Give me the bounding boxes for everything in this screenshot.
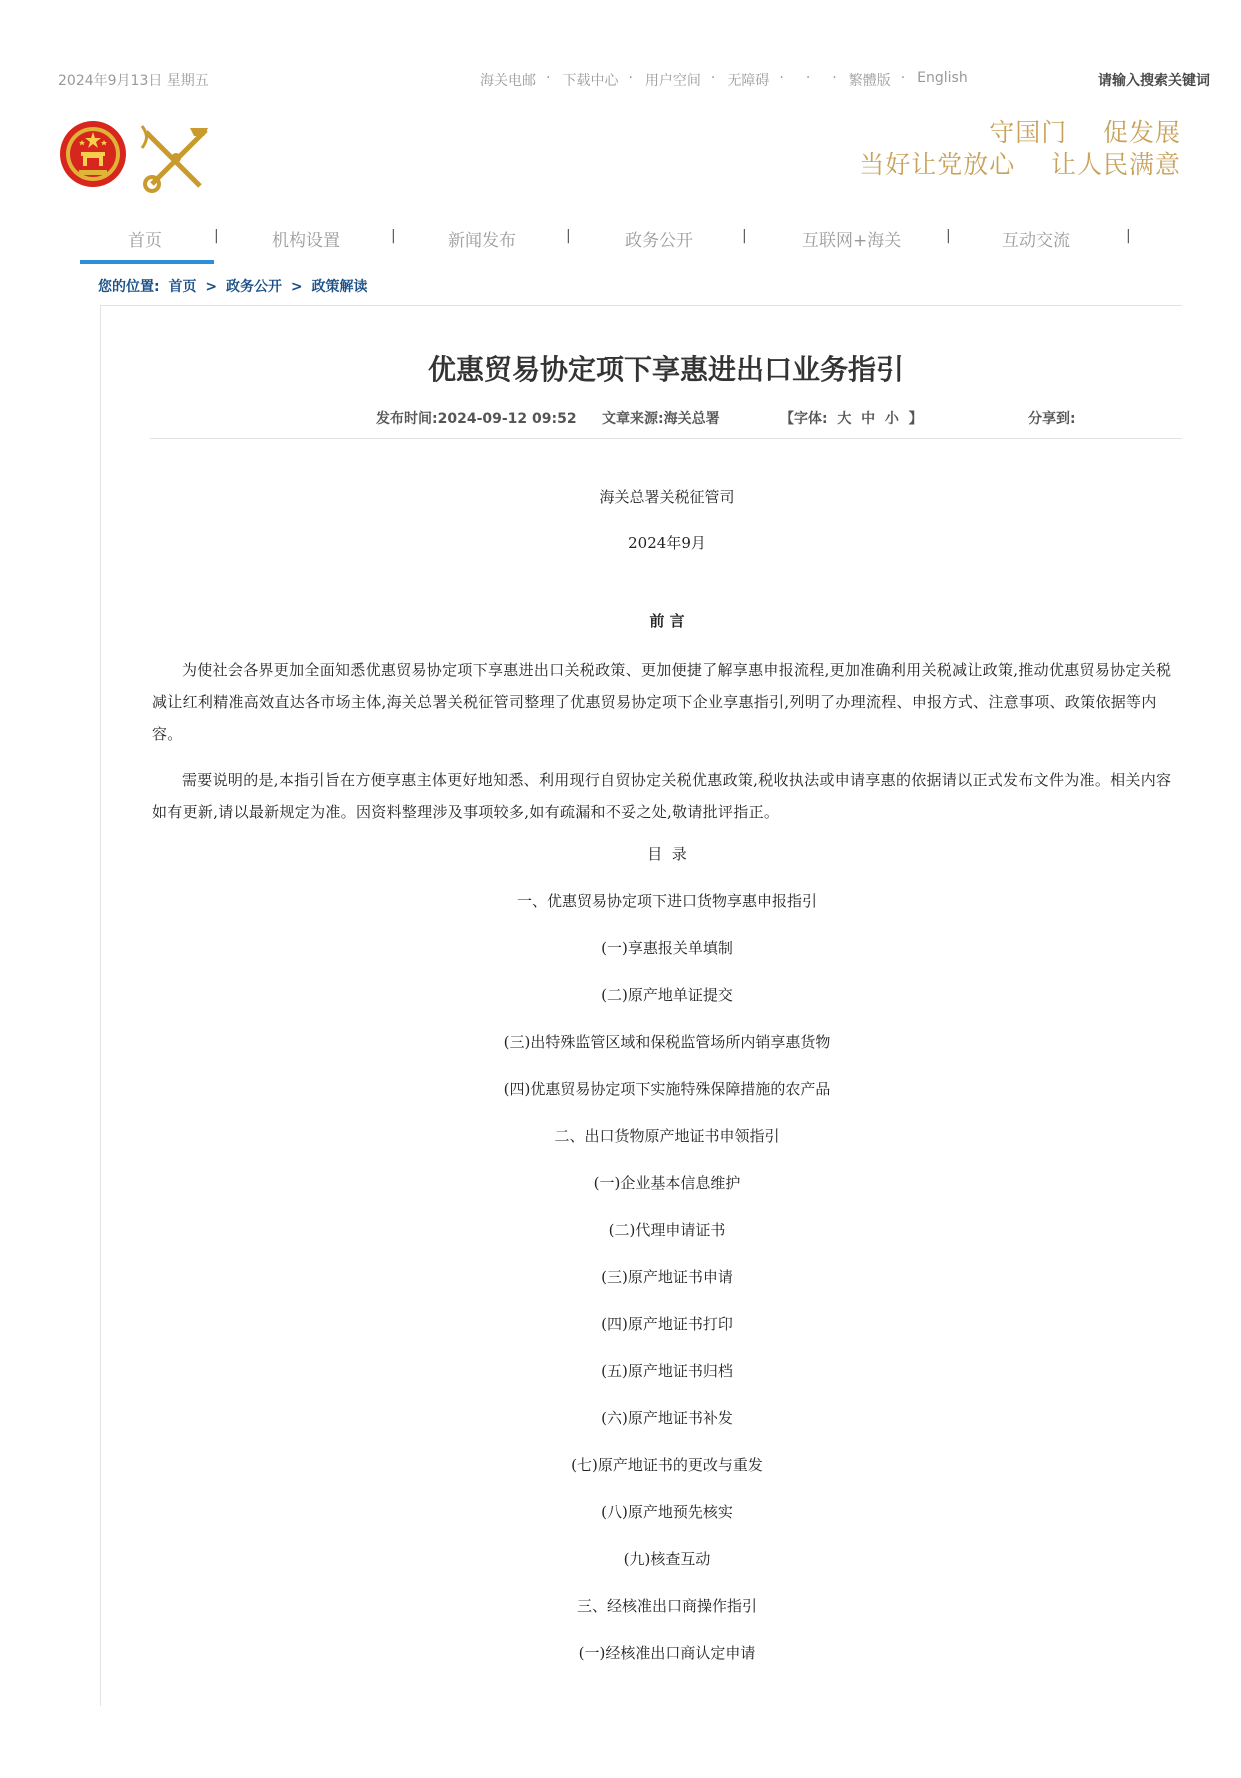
- top-bar: [0, 70, 1241, 94]
- main-nav: [80, 226, 1182, 266]
- search-input[interactable]: 请输入搜索关键词: [1098, 73, 1210, 89]
- link-download-center[interactable]: 下载中心: [562, 73, 619, 89]
- link-english[interactable]: English: [917, 70, 968, 86]
- table-of-contents: [152, 891, 1182, 1690]
- toc-item[interactable]: (一)经核准出口商认定申请: [578, 1644, 756, 1662]
- article-title: 优惠贸易协定项下享惠进出口业务指引: [427, 353, 904, 386]
- current-date: 2024年9月13日 星期五: [58, 73, 209, 89]
- nav-separator: |: [1126, 228, 1131, 244]
- article-source: 文章来源:海关总署: [602, 411, 720, 427]
- nav-item-government-affairs[interactable]: 政务公开: [625, 231, 693, 251]
- article-meta: [150, 408, 1182, 430]
- issuer: 海关总署关税征管司: [599, 488, 735, 506]
- meta-divider: [150, 438, 1182, 439]
- toc-item[interactable]: (二)原产地单证提交: [601, 986, 733, 1004]
- toc-item[interactable]: (四)优惠贸易协定项下实施特殊保障措施的农产品: [503, 1080, 831, 1098]
- customs-emblem-icon[interactable]: [138, 122, 214, 194]
- publish-time: 发布时间:2024-09-12 09:52: [376, 411, 577, 427]
- share-label: 分享到:: [1028, 411, 1076, 427]
- article-body: [152, 486, 1182, 1690]
- toc-item[interactable]: 一、优惠贸易协定项下进口货物享惠申报指引: [516, 892, 817, 910]
- link-accessibility[interactable]: 无障碍: [727, 73, 770, 89]
- top-links: 海关电邮 · 下载中心 · 用户空间 · 无障碍 · · · 繁體版 · English: [480, 70, 968, 89]
- nav-separator: |: [566, 228, 571, 244]
- slogan: [859, 118, 1181, 180]
- slogan-line-1: 守国门 促发展: [989, 118, 1181, 147]
- breadcrumb-arrow: >: [205, 279, 218, 295]
- toc-item[interactable]: 二、出口货物原产地证书申领指引: [554, 1127, 780, 1145]
- breadcrumb-label: 您的位置:: [98, 279, 160, 295]
- nav-separator: |: [946, 228, 951, 244]
- nav-item-internet-customs[interactable]: 互联网+海关: [802, 231, 902, 251]
- nav-active-indicator: [80, 260, 214, 264]
- nav-item-interaction[interactable]: 互动交流: [1002, 231, 1070, 251]
- nav-separator: |: [391, 228, 396, 244]
- nav-item-home[interactable]: 首页: [128, 231, 162, 251]
- content-panel-border: [100, 306, 101, 1706]
- issue-date: 2024年9月: [628, 534, 706, 552]
- breadcrumb: [98, 276, 371, 296]
- toc-item[interactable]: (六)原产地证书补发: [601, 1409, 733, 1427]
- nav-item-news[interactable]: 新闻发布: [448, 231, 516, 251]
- content-panel-border: [100, 305, 1182, 306]
- toc-item[interactable]: (二)代理申请证书: [608, 1221, 726, 1239]
- toc-item[interactable]: (一)企业基本信息维护: [593, 1174, 741, 1192]
- font-size-switcher[interactable]: 【字体: 大 中 小 】: [780, 411, 923, 427]
- nav-separator: |: [214, 228, 219, 244]
- toc-item[interactable]: (九)核查互动: [623, 1550, 711, 1568]
- preface-paragraph-1: 为使社会各界更加全面知悉优惠贸易协定项下享惠进出口关税政策、更加便捷了解享惠申报流程,更加准确利用关税减让政策,推动优惠贸易协定关税减让红利精准高效直达各市场主体,海关总署关税征管司整理了优惠贸易协定项下企业享惠指引,列明了办理流程、申报方式、注意事项、政策依据等内容。: [152, 661, 1172, 743]
- toc-item[interactable]: (七)原产地证书的更改与重发: [571, 1456, 763, 1474]
- breadcrumb-home[interactable]: 首页: [168, 279, 197, 295]
- link-customs-email[interactable]: 海关电邮: [480, 73, 536, 89]
- slogan-line-2: 当好让党放心 让人民满意: [859, 150, 1181, 179]
- preface-heading: 前 言: [649, 612, 685, 630]
- toc-item[interactable]: (一)享惠报关单填制: [601, 939, 733, 957]
- link-user-space[interactable]: 用户空间: [644, 73, 701, 89]
- breadcrumb-arrow: >: [290, 279, 303, 295]
- breadcrumb-policy-interpretation[interactable]: 政策解读: [311, 279, 368, 295]
- nav-separator: |: [742, 228, 747, 244]
- toc-item[interactable]: (三)出特殊监管区域和保税监管场所内销享惠货物: [503, 1033, 831, 1051]
- toc-item[interactable]: (四)原产地证书打印: [601, 1315, 733, 1333]
- nav-item-organization[interactable]: 机构设置: [272, 231, 340, 251]
- toc-item[interactable]: (八)原产地预先核实: [601, 1503, 733, 1521]
- link-traditional-chinese[interactable]: 繁體版: [848, 73, 891, 89]
- breadcrumb-government-affairs[interactable]: 政务公开: [225, 279, 282, 295]
- national-emblem-icon[interactable]: [58, 118, 128, 190]
- toc-heading: 目 录: [647, 845, 687, 863]
- preface-paragraph-2: 需要说明的是,本指引旨在方便享惠主体更好地知悉、利用现行自贸协定关税优惠政策,税收执法或申请享惠的依据请以正式发布文件为准。相关内容如有更新,请以最新规定为准。因资料整理涉及事项较多,如有疏漏和不妥之处,敬请批评指正。: [152, 771, 1172, 821]
- toc-item[interactable]: 三、经核准出口商操作指引: [576, 1597, 757, 1615]
- toc-item[interactable]: (五)原产地证书归档: [601, 1362, 733, 1380]
- toc-item[interactable]: (三)原产地证书申请: [601, 1268, 733, 1286]
